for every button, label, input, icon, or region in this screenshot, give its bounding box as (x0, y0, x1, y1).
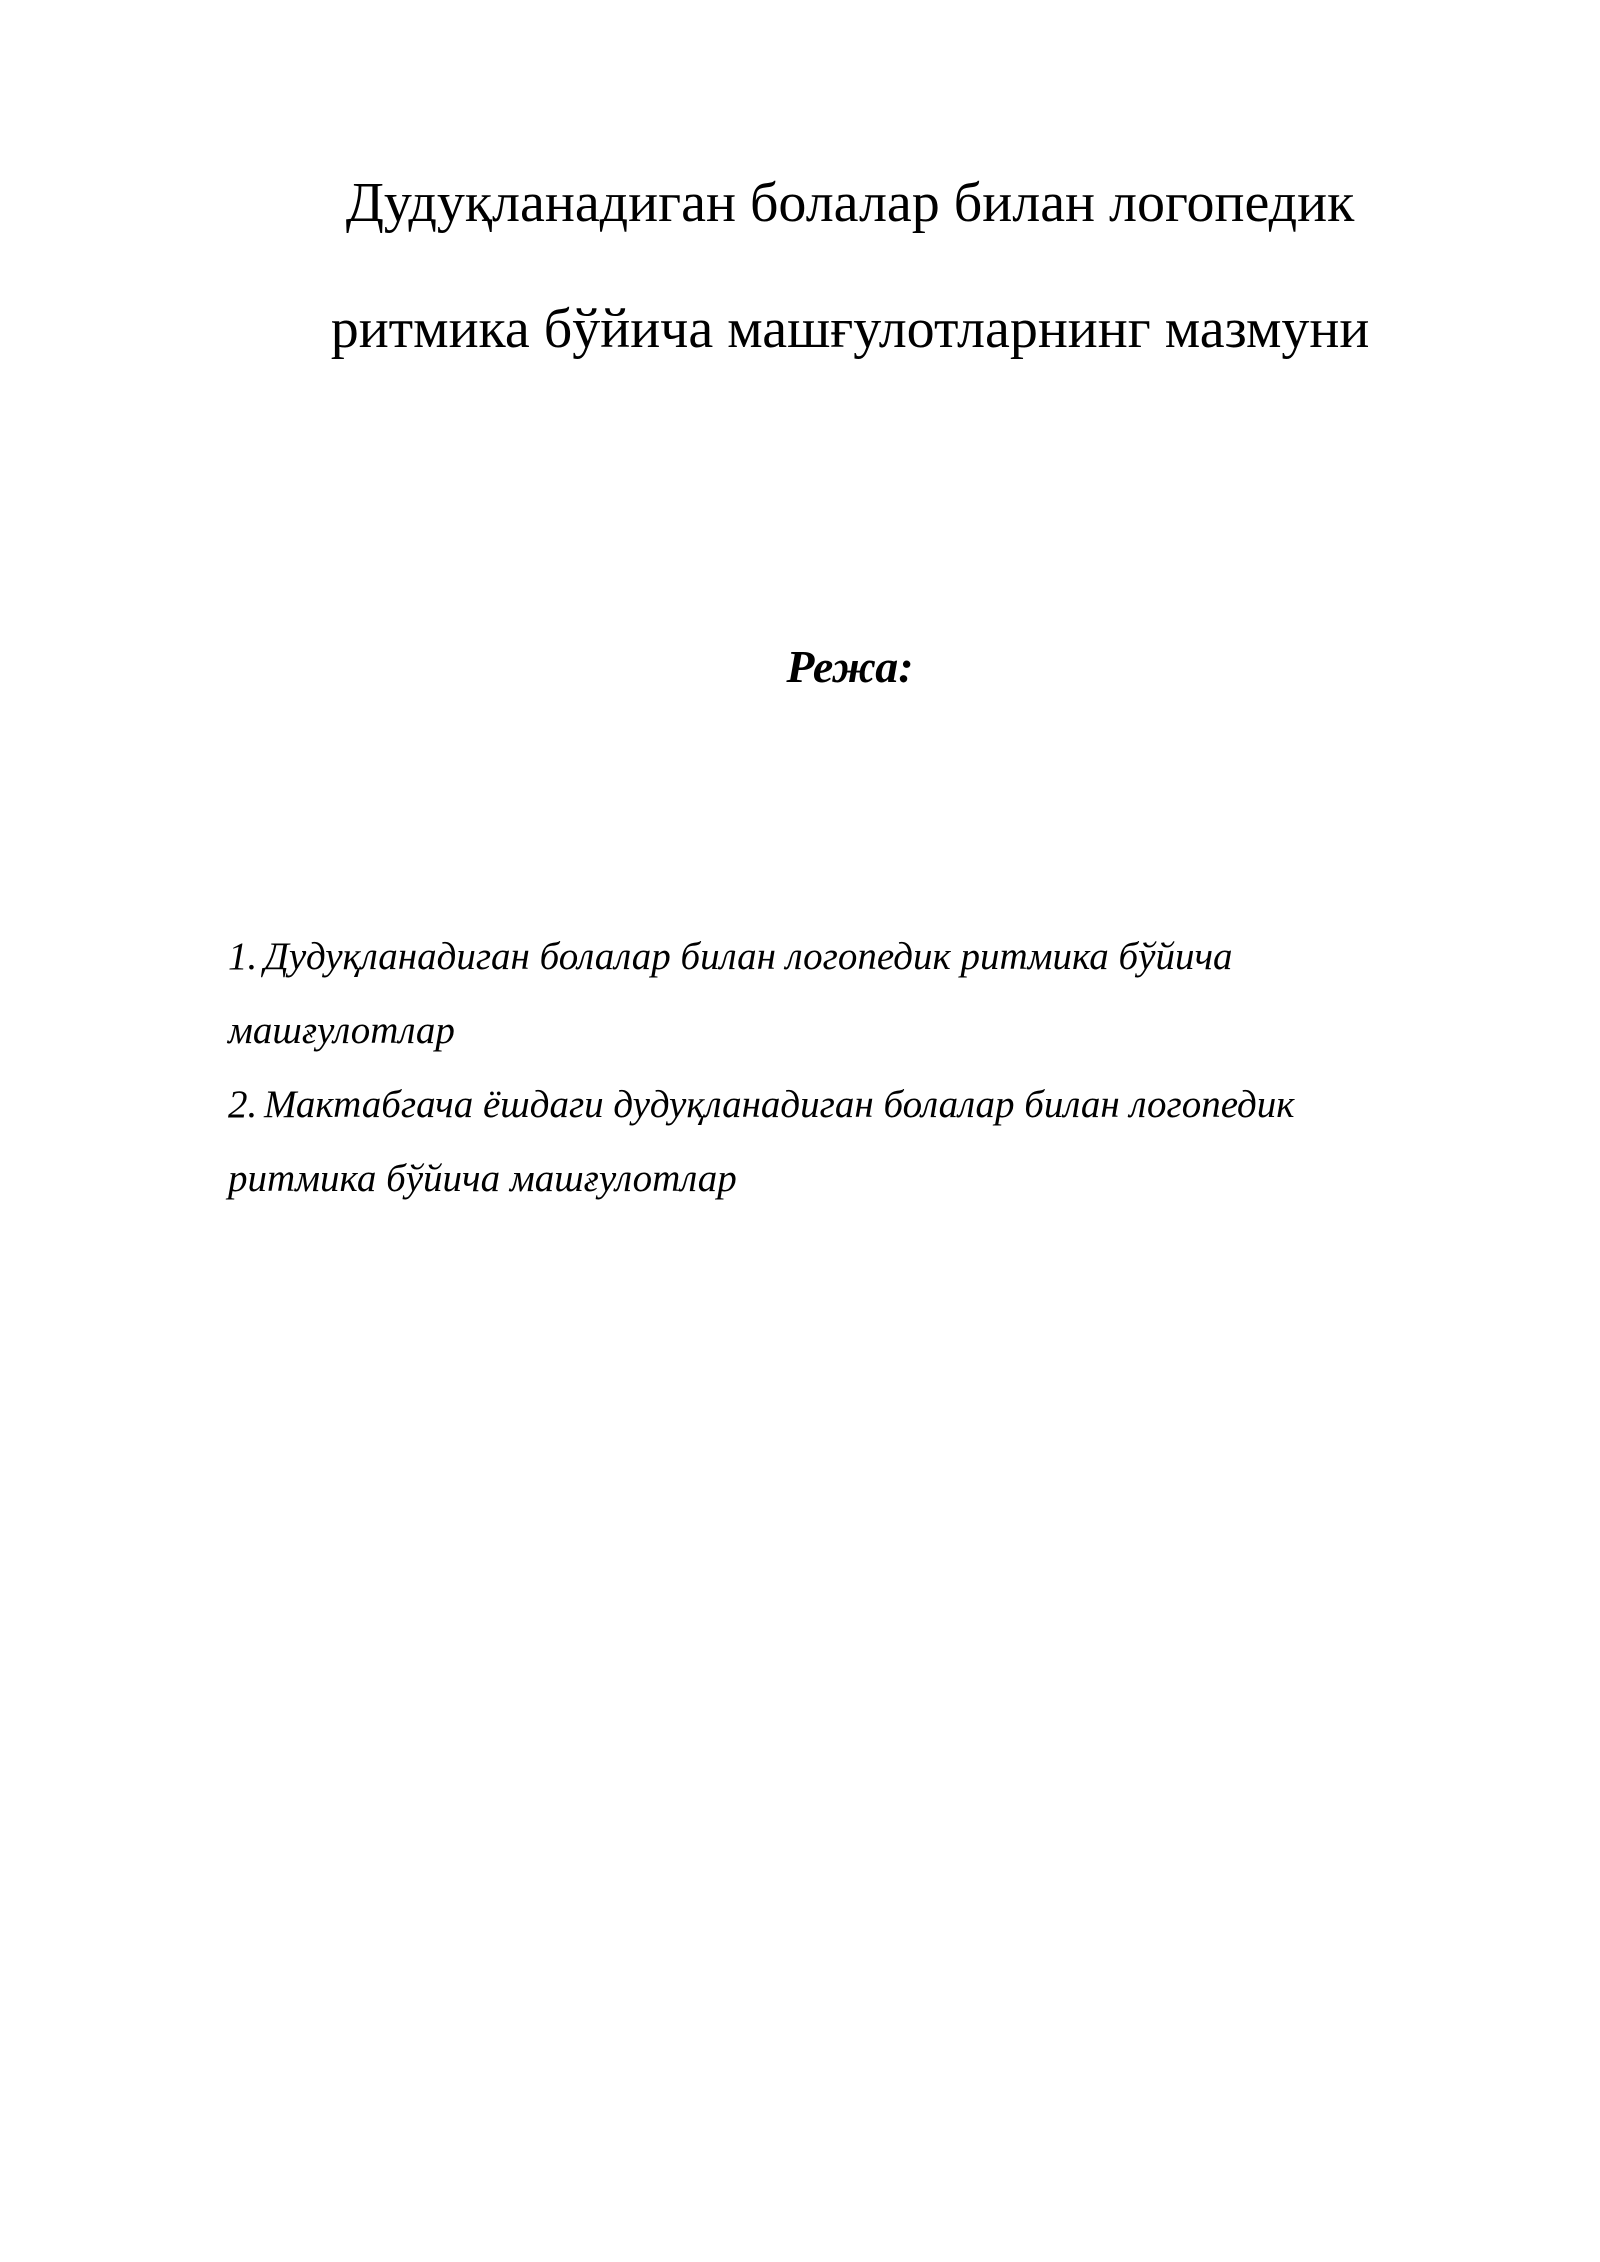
plan-item-line-2: ритмика бўйича машғулотлар (228, 1157, 737, 1200)
title-line-1: Дудуқланадиган болалар билан логопедик (345, 172, 1355, 234)
title-line-2: ритмика бўйича машғулотларнинг мазмуни (330, 298, 1370, 360)
plan-item (228, 920, 1428, 1068)
plan-item (228, 1068, 1428, 1216)
plan-list (228, 920, 1428, 1216)
plan-item-number: 1. (228, 935, 258, 978)
document-title (230, 140, 1470, 392)
plan-item-line-1 (228, 1068, 1428, 1142)
plan-item-line-2: машғулотлар (228, 1009, 455, 1052)
plan-item-line-1 (228, 920, 1428, 994)
plan-item-text: Мактабгача ёшдаги дудуқланадиган болалар билан логопедик (264, 1083, 1295, 1126)
plan-item-number: 2. (228, 1083, 258, 1126)
plan-item-text: Дудуқланадиган болалар билан логопедик ритмика бўйича (264, 935, 1233, 978)
plan-heading: Режа: (786, 641, 914, 692)
